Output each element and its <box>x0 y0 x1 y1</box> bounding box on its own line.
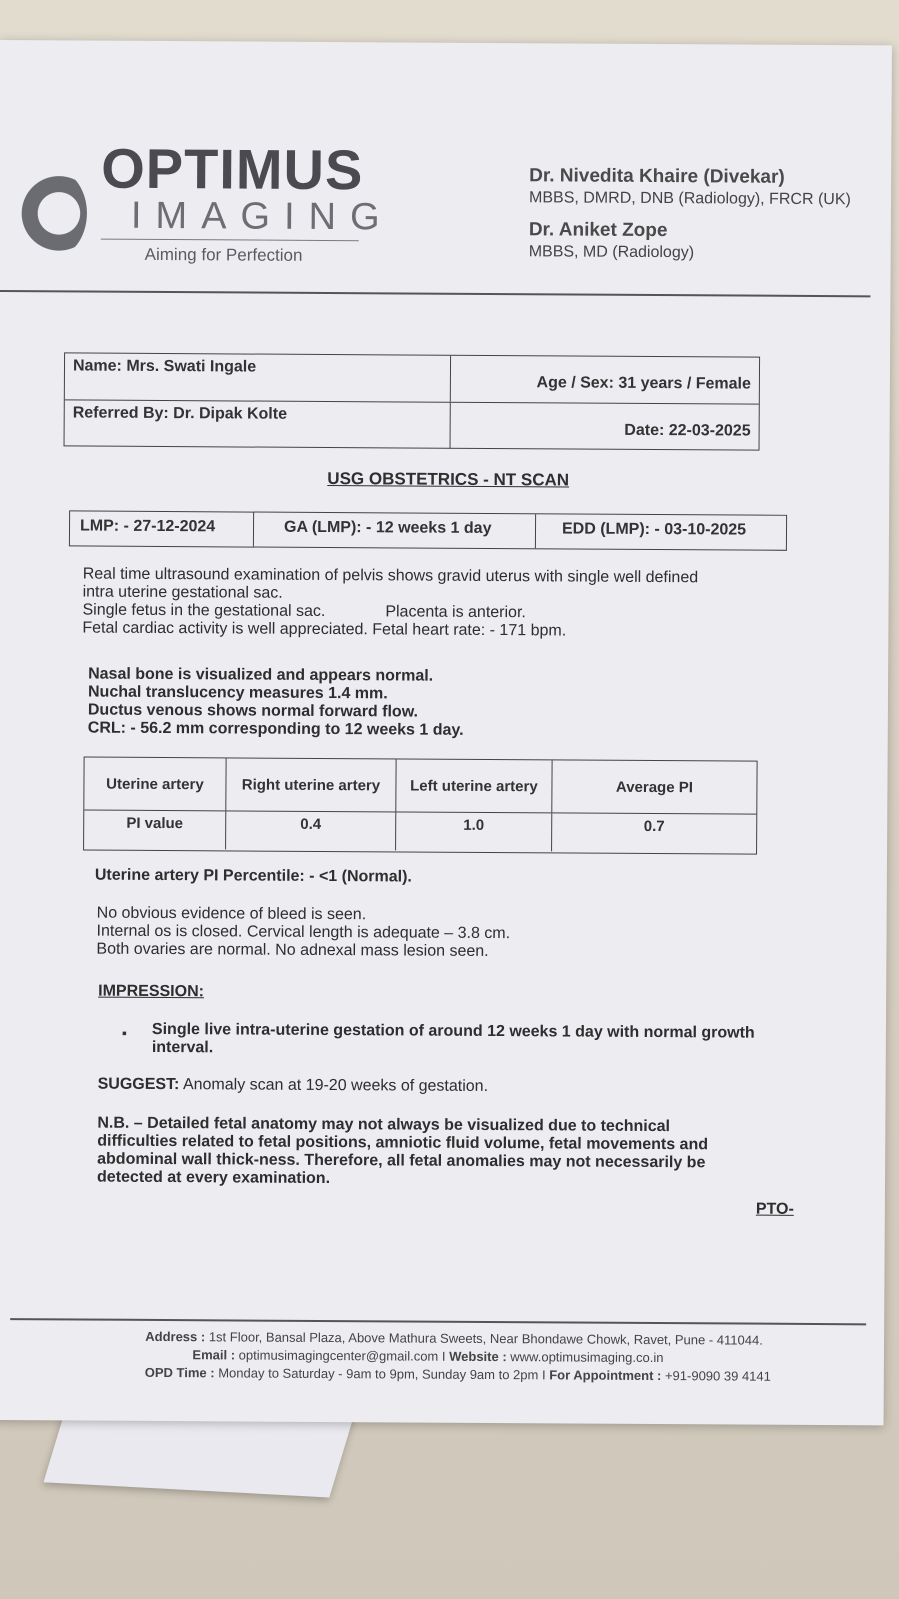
logo-divider <box>101 239 359 242</box>
doctor1-name: Dr. Nivedita Khaire (Divekar) <box>529 165 785 188</box>
suggest-label: SUGGEST: <box>97 1075 180 1094</box>
logo-mark-icon <box>17 168 88 258</box>
table-header: Left uterine artery <box>396 759 552 812</box>
table-cell: 0.7 <box>643 817 665 836</box>
crl-measurement: CRL: - 56.2 mm corresponding to 12 weeks 1 day. <box>87 719 464 739</box>
pi-percentile: Uterine artery PI Percentile: - <1 (Normal). <box>94 866 412 886</box>
report-date: Date: 22-03-2025 <box>624 421 751 440</box>
patient-age-sex: Age / Sex: 31 years / Female <box>536 374 751 393</box>
table-cell: 0.4 <box>226 811 396 850</box>
table-header: Right uterine artery <box>226 758 396 811</box>
report-title: USG OBSTETRICS - NT SCAN <box>327 469 570 490</box>
additional-findings <box>96 905 510 962</box>
patient-name: Name: Mrs. Swati Ingale <box>65 353 451 401</box>
impression-text: Single live intra-uterine gestation of around 12 weeks 1 day with normal growth interval. <box>151 1020 755 1057</box>
logo-title: OPTIMUS <box>101 136 364 202</box>
logo-subtitle: IMAGING <box>130 194 394 239</box>
suggest-text: Anomaly scan at 19-20 weeks of gestation. <box>179 1076 489 1096</box>
bullet-icon: ▪ <box>121 1024 127 1041</box>
footer-contact: Email : optimusimagingcenter@gmail.com I Website : www.optimusimaging.co.in <box>192 1347 664 1366</box>
nuchal-translucency: Nuchal translucency measures 1.4 mm. <box>87 683 388 703</box>
findings-line: Both ovaries are normal. No adnexal mass lesion seen. <box>96 940 489 961</box>
doctor2-name: Dr. Aniket Zope <box>528 219 668 242</box>
page-turn-over: PTO- <box>755 1200 794 1218</box>
table-header: Average PI <box>615 778 694 796</box>
gestational-age: GA (LMP): - 12 weeks 1 day <box>254 513 536 549</box>
doctor2-qualifications: MBBS, MD (Radiology) <box>528 243 695 262</box>
findings-line: Real time ultrasound examination of pelvis shows gravid uterus with single well defined <box>82 565 699 587</box>
pregnancy-dates-table <box>69 510 787 550</box>
placenta-finding: Placenta is anterior. <box>385 603 526 622</box>
patient-info-table <box>64 352 761 450</box>
table-header: Uterine artery <box>84 758 226 811</box>
nasal-bone-finding: Nasal bone is visualized and appears normal. <box>88 665 434 685</box>
report-page <box>0 40 892 1425</box>
findings-paragraph <box>82 566 698 642</box>
nt-findings-paragraph <box>88 666 464 740</box>
doctor-list <box>529 165 851 263</box>
website-address: www.optimusimaging.co.in <box>506 1349 664 1366</box>
uterine-artery-pi-table <box>83 757 758 855</box>
appointment-phone: +91-9090 39 4141 <box>661 1368 771 1384</box>
footer-divider <box>10 1318 866 1325</box>
findings-line: No obvious evidence of bleed is seen. <box>96 904 367 924</box>
footer-hours: OPD Time : Monday to Saturday - 9am to 9pm, Sunday 9am to 2pm I For Appointment : +91-9090 39 4141 <box>144 1364 771 1384</box>
logo-tagline: Aiming for Perfection <box>144 244 303 265</box>
cervical-length: Internal os is closed. Cervical length is adequate – 3.8 cm. <box>96 922 511 943</box>
fetal-heart-rate: Fetal cardiac activity is well appreciated. Fetal heart rate: - 171 bpm. <box>82 619 567 640</box>
suggestion <box>98 1076 489 1096</box>
header-divider <box>0 290 870 297</box>
table-row-label: PI value <box>84 811 226 850</box>
footer-address: Address : 1st Floor, Bansal Plaza, Above Mathura Sweets, Near Bhondawe Chowk, Ravet, Pune - 411044. <box>145 1328 763 1348</box>
expected-delivery-date: EDD (LMP): - 03-10-2025 <box>561 520 747 539</box>
disclaimer-note: N.B. – Detailed fetal anatomy may not always be visualized due to technical difficulties related to fetal positions, amniotic fluid volume, fetal movements and abdominal wall thick-ness. Therefore, all fetal anomalies may not necessarily be detected at every examination. <box>97 1114 709 1188</box>
email-address: optimusimagingcenter@gmail.com <box>235 1347 439 1364</box>
findings-line: intra uterine gestational sac. <box>82 583 283 602</box>
impression-heading: IMPRESSION: <box>98 982 205 1001</box>
findings-line: Single fetus in the gestational sac. <box>82 601 326 620</box>
clinic-logo <box>9 136 394 272</box>
table-cell: 1.0 <box>396 812 552 851</box>
referred-by: Referred By: Dr. Dipak Kolte <box>65 400 451 448</box>
doctor1-qualifications: MBBS, DMRD, DNB (Radiology), FRCR (UK) <box>528 189 851 208</box>
lmp-date: LMP: - 27-12-2024 <box>70 511 254 546</box>
ductus-venous-finding: Ductus venous shows normal forward flow. <box>87 701 419 721</box>
